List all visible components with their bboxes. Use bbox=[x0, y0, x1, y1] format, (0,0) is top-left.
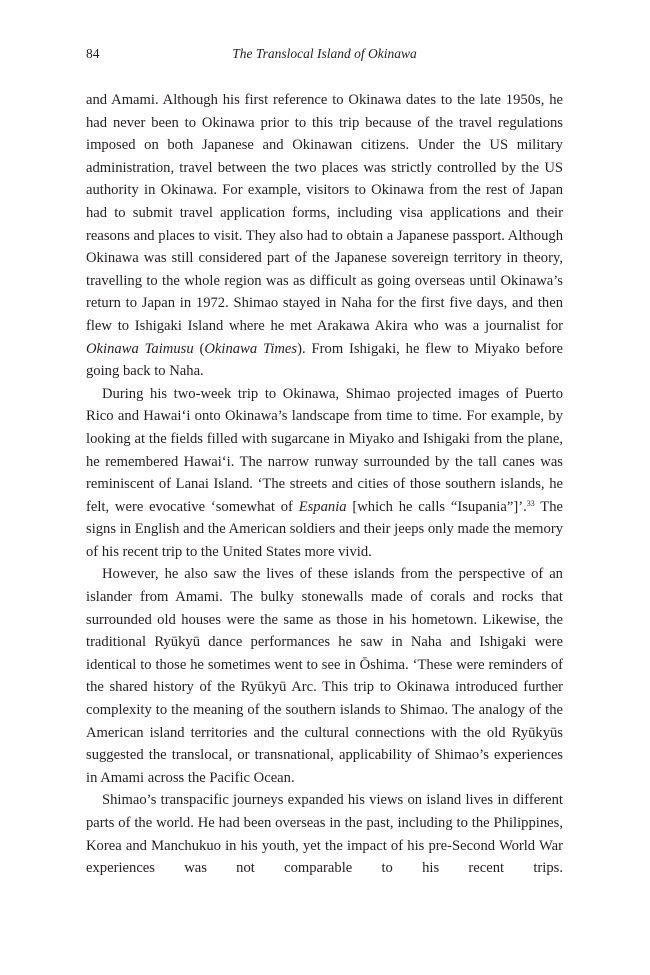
running-title: The Translocal Island of Okinawa bbox=[232, 46, 417, 61]
body-text bbox=[86, 89, 563, 880]
paragraph-3 bbox=[86, 563, 563, 789]
paragraph-4 bbox=[86, 789, 563, 879]
paragraph-2 bbox=[86, 383, 563, 564]
italic-title-okinawa-taimusu: Okinawa Taimusu bbox=[86, 340, 194, 357]
book-page bbox=[86, 0, 563, 975]
text-segment: During his two-week trip to Okinawa, Shimao projected images of Puerto Rico and Hawai‘i onto Okinawa’s landscape from time to time. For example, by looking at the fields filled with sugarcane in Miyako and Ishigaki from the plane, he remembered Hawai‘i. The narrow runway surrounded by the tall canes was reminiscent of Lanai Island. ‘The streets and cities of those southern islands, he felt, were evocative ‘somewhat of bbox=[86, 385, 563, 515]
paragraph-1 bbox=[86, 89, 563, 383]
italic-term-espania: Espania bbox=[298, 498, 347, 515]
text-segment: ( bbox=[193, 340, 205, 357]
page-number: 84 bbox=[86, 46, 100, 61]
italic-title-okinawa-times: Okinawa Times bbox=[204, 340, 298, 357]
text-segment: The signs in English and the American soldiers and their jeeps only made the memory of his recent trip to the United States more vivid. bbox=[86, 498, 564, 560]
text-segment: [which he calls “Isupania”]’. bbox=[346, 498, 527, 515]
footnote-marker: 33 bbox=[526, 498, 535, 508]
text-segment: Shimao’s transpacific journeys expanded his views on island lives in different parts of the world. He had been overseas in the past, including to the Philippines, Korea and Manchukuo in his youth, yet the impact of his pre-Second World War experiences was not comparable to his recent trips. bbox=[86, 792, 563, 877]
running-head bbox=[86, 44, 563, 64]
text-segment: ). From Ishigaki, he flew to Miyako before going back to Naha. bbox=[86, 340, 564, 380]
text-segment: However, he also saw the lives of these islands from the perspective of an islander from Amami. The bulky stonewalls made of corals and rocks that surrounded old houses were the same as those in his hometown. Likewise, the traditional Ryūkyū dance performances he saw in Naha and Ishigaki were identical to those he sometimes went to see in Ōshima. ‘These were reminders of the shared history of the Ryūkyū Arc. This trip to Okinawa introduced further complexity to the meaning of the southern islands to Shimao. The analogy of the American island territories and the cultural connections with the old Ryūkyūs suggested the translocal, or transnational, applicability of Shimao’s experiences in Amami across the Pacific Ocean. bbox=[86, 566, 563, 786]
text-segment: and Amami. Although his first reference to Okinawa dates to the late 1950s, he had never been to Okinawa prior to this trip because of the travel regulations imposed on both Japanese and Okinawan citizens. Under the US military administration, travel between the two places was strictly controlled by the US authority in Okinawa. For example, visitors to Okinawa from the rest of Japan had to submit travel application forms, including visa applications and their reasons and places to visit. They also had to obtain a Japanese passport. Although Okinawa was still considered part of the Japanese sovereign territory in theory, travelling to the whole region was as difficult as going overseas until Okinawa’s return to Japan in 1972. Shimao stayed in Naha for the first five days, and then flew to Ishigaki Island where he met Arakawa Akira who was a journalist for bbox=[86, 92, 563, 334]
